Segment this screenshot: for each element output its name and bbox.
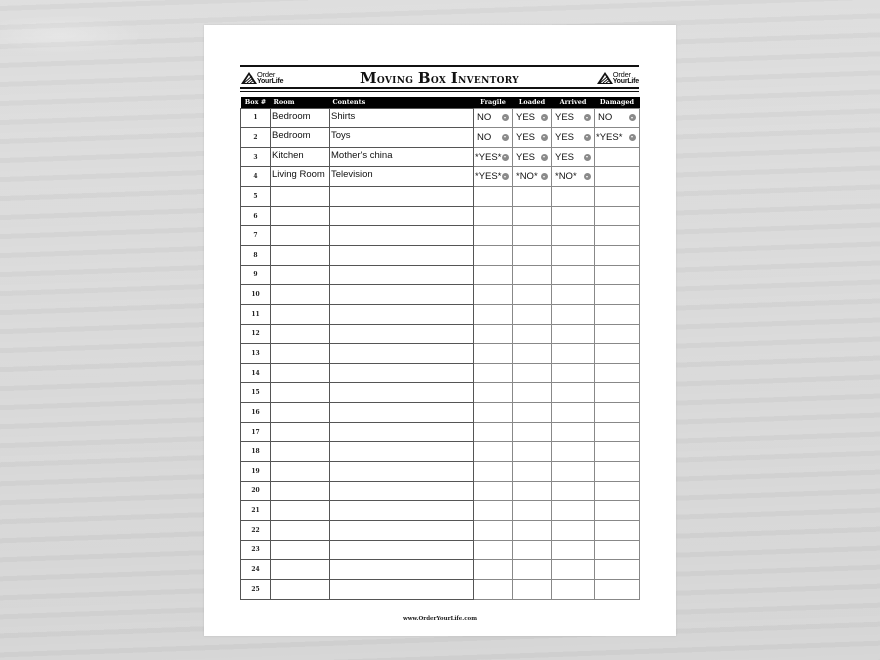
arrived-select-empty[interactable] [552,304,595,324]
contents-field[interactable] [330,324,474,344]
loaded-cell [513,108,552,128]
damaged-select-empty[interactable] [595,442,640,462]
logo-line-1: Order [612,70,631,79]
box-number: 13 [241,344,271,364]
arrived-select[interactable] [552,167,594,186]
room-field[interactable] [271,324,330,344]
loaded-select-empty[interactable] [513,206,552,226]
loaded-select-empty[interactable] [513,383,552,403]
damaged-cell [595,108,640,128]
box-number: 20 [241,481,271,501]
room-field[interactable] [271,579,330,599]
contents-field[interactable] [330,187,474,207]
damaged-cell [595,128,640,148]
table-row [241,128,640,148]
fragile-value: NO [477,112,492,124]
chevron-down-icon[interactable] [502,114,509,121]
damaged-select-empty[interactable] [595,481,640,501]
fragile-select-empty[interactable] [474,560,513,580]
inventory-sheet-page [204,25,676,636]
fragile-select-empty[interactable] [474,324,513,344]
loaded-select-empty[interactable] [513,403,552,423]
box-number: 7 [241,226,271,246]
damaged-select-empty[interactable] [595,265,640,285]
loaded-select-empty[interactable] [513,462,552,482]
fragile-select-empty[interactable] [474,481,513,501]
box-number: 15 [241,383,271,403]
fragile-select-empty[interactable] [474,344,513,364]
room-field[interactable] [271,520,330,540]
damaged-select-empty[interactable] [595,187,640,207]
loaded-value: YES [516,131,536,143]
box-number: 17 [241,422,271,442]
fragile-select-empty[interactable] [474,422,513,442]
order-your-life-logo-right [597,69,639,87]
box-number: 1 [241,108,271,128]
column-header-fragile: Fragile [474,97,513,108]
fragile-select-empty[interactable] [474,403,513,423]
table-row [241,147,640,167]
fragile-select-empty[interactable] [474,520,513,540]
contents-field[interactable] [330,540,474,560]
loaded-select-empty[interactable] [513,245,552,265]
box-number: 9 [241,265,271,285]
damaged-select-empty[interactable] [595,147,640,167]
fragile-select-empty[interactable] [474,245,513,265]
chevron-down-icon[interactable] [584,154,591,161]
contents-field[interactable] [330,304,474,324]
table-row [241,520,640,540]
contents-field[interactable] [330,442,474,462]
box-number: 16 [241,403,271,423]
table-row [241,245,640,265]
column-header-loaded: Loaded [513,97,552,108]
contents-field[interactable]: Toys [330,128,474,148]
table-row [241,265,640,285]
arrived-cell [552,108,595,128]
chevron-down-icon[interactable] [502,154,509,161]
table-row [241,403,640,423]
table-row [241,560,640,580]
arrived-select-empty[interactable] [552,383,595,403]
box-number: 6 [241,206,271,226]
box-number: 22 [241,520,271,540]
room-field[interactable]: Living Room [271,167,330,187]
contents-field[interactable] [330,245,474,265]
chevron-down-icon[interactable] [629,114,636,121]
room-field[interactable] [271,403,330,423]
chevron-down-icon[interactable] [502,134,509,141]
fragile-select[interactable] [474,109,512,128]
damaged-select-empty[interactable] [595,403,640,423]
damaged-select-empty[interactable] [595,560,640,580]
arrived-select-empty[interactable] [552,422,595,442]
fragile-cell [474,108,513,128]
box-number: 3 [241,147,271,167]
fragile-cell [474,128,513,148]
room-field[interactable]: Kitchen [271,147,330,167]
room-field[interactable]: Bedroom [271,128,330,148]
box-number: 18 [241,442,271,462]
arrived-select-empty[interactable] [552,226,595,246]
room-field[interactable] [271,304,330,324]
table-row [241,481,640,501]
table-row [241,363,640,383]
table-row [241,540,640,560]
room-field[interactable] [271,206,330,226]
damaged-select-empty[interactable] [595,285,640,305]
damaged-select-empty[interactable] [595,363,640,383]
contents-field[interactable] [330,403,474,423]
contents-field[interactable] [330,344,474,364]
box-number: 10 [241,285,271,305]
box-number: 19 [241,462,271,482]
loaded-cell [513,147,552,167]
arrived-select-empty[interactable] [552,344,595,364]
chevron-down-icon[interactable] [541,114,548,121]
arrived-select-empty[interactable] [552,324,595,344]
room-field[interactable] [271,560,330,580]
damaged-select[interactable] [595,109,639,128]
chevron-down-icon[interactable] [584,134,591,141]
fragile-select-empty[interactable] [474,265,513,285]
room-field[interactable] [271,187,330,207]
table-row [241,304,640,324]
contents-field[interactable]: Shirts [330,108,474,128]
column-header-arrived: Arrived [552,97,595,108]
chevron-down-icon[interactable] [629,134,636,141]
damaged-select-empty[interactable] [595,304,640,324]
column-header-room: Room [271,97,330,108]
chevron-down-icon[interactable] [584,114,591,121]
damaged-select[interactable] [595,128,639,147]
fragile-select-empty[interactable] [474,501,513,521]
room-field[interactable] [271,383,330,403]
table-row [241,324,640,344]
arrived-select-empty[interactable] [552,187,595,207]
table-row [241,462,640,482]
fragile-select-empty[interactable] [474,363,513,383]
arrived-select-empty[interactable] [552,520,595,540]
table-row [241,422,640,442]
room-field[interactable] [271,422,330,442]
damaged-select-empty[interactable] [595,501,640,521]
room-field[interactable] [271,226,330,246]
arrived-select-empty[interactable] [552,579,595,599]
fragile-select[interactable] [474,167,512,186]
contents-field[interactable] [330,422,474,442]
room-field[interactable] [271,442,330,462]
arrived-value: YES [555,112,575,124]
arrived-value: *NO* [555,171,577,183]
fragile-value: *YES* [475,171,502,183]
chevron-down-icon[interactable] [541,173,548,180]
box-number: 8 [241,245,271,265]
box-number: 11 [241,304,271,324]
box-number: 25 [241,579,271,599]
fragile-select-empty[interactable] [474,187,513,207]
logo-line-2: YourLife [612,78,639,85]
loaded-value: YES [516,151,536,163]
room-field[interactable] [271,245,330,265]
fragile-select-empty[interactable] [474,383,513,403]
room-field[interactable] [271,344,330,364]
loaded-select-empty[interactable] [513,481,552,501]
loaded-select-empty[interactable] [513,442,552,462]
box-number: 23 [241,540,271,560]
box-number: 2 [241,128,271,148]
box-number: 14 [241,363,271,383]
chevron-down-icon[interactable] [541,154,548,161]
arrived-select-empty[interactable] [552,245,595,265]
arrived-select-empty[interactable] [552,206,595,226]
loaded-cell [513,128,552,148]
chevron-down-icon[interactable] [502,173,509,180]
arrived-select-empty[interactable] [552,363,595,383]
arrived-select[interactable] [552,148,594,167]
damaged-select-empty[interactable] [595,324,640,344]
contents-field[interactable] [330,462,474,482]
loaded-value: YES [516,112,536,124]
damaged-select-empty[interactable] [595,167,640,187]
column-header-contents: Contents [330,97,474,108]
footer-url: www.OrderYourLife.com [402,616,478,622]
column-header-box: Box # [241,97,271,108]
arrived-select-empty[interactable] [552,501,595,521]
loaded-select-empty[interactable] [513,540,552,560]
arrived-select-empty[interactable] [552,560,595,580]
contents-field[interactable] [330,383,474,403]
table-row [241,226,640,246]
contents-field[interactable] [330,265,474,285]
loaded-select-empty[interactable] [513,422,552,442]
title-bar [240,65,639,89]
loaded-select-empty[interactable] [513,501,552,521]
contents-field[interactable] [330,501,474,521]
table-row [241,206,640,226]
damaged-select-empty[interactable] [595,245,640,265]
loaded-select[interactable] [513,148,551,167]
damaged-value: NO [598,112,613,124]
fragile-select[interactable] [474,148,512,167]
loaded-select-empty[interactable] [513,285,552,305]
table-row [241,108,640,128]
arrived-select[interactable] [552,109,594,128]
box-number: 12 [241,324,271,344]
damaged-select-empty[interactable] [595,422,640,442]
arrived-select-empty[interactable] [552,481,595,501]
arrived-cell [552,167,595,187]
arrived-select-empty[interactable] [552,285,595,305]
logo-line-1: Order [257,70,276,79]
arrived-cell [552,147,595,167]
loaded-value: *NO* [516,171,538,183]
arrived-cell [552,128,595,148]
arrived-value: YES [555,131,575,143]
loaded-select[interactable] [513,167,551,186]
damaged-select-empty[interactable] [595,226,640,246]
inventory-table [240,97,640,600]
loaded-select[interactable] [513,109,551,128]
loaded-select-empty[interactable] [513,520,552,540]
room-field[interactable] [271,265,330,285]
box-number: 24 [241,560,271,580]
loaded-cell [513,167,552,187]
damaged-select-empty[interactable] [595,579,640,599]
fragile-value: *YES* [475,151,502,163]
loaded-select[interactable] [513,128,551,147]
contents-field[interactable] [330,206,474,226]
contents-field[interactable] [330,579,474,599]
contents-field[interactable] [330,481,474,501]
fragile-cell [474,147,513,167]
box-number: 21 [241,501,271,521]
contents-field[interactable] [330,226,474,246]
table-header-row [241,97,640,108]
fragile-select-empty[interactable] [474,442,513,462]
arrived-value: YES [555,151,575,163]
arrived-select-empty[interactable] [552,265,595,285]
contents-field[interactable] [330,520,474,540]
contents-field[interactable] [330,363,474,383]
table-row [241,579,640,599]
arrived-select-empty[interactable] [552,403,595,423]
box-number: 4 [241,167,271,187]
fragile-select-empty[interactable] [474,540,513,560]
page-title: Moving Box Inventory [360,69,519,87]
arrived-select-empty[interactable] [552,540,595,560]
table-row [241,187,640,207]
loaded-select-empty[interactable] [513,344,552,364]
fragile-cell [474,167,513,187]
room-field[interactable] [271,363,330,383]
room-field[interactable] [271,285,330,305]
loaded-select-empty[interactable] [513,226,552,246]
fragile-select-empty[interactable] [474,226,513,246]
column-header-damaged: Damaged [595,97,640,108]
fragile-select-empty[interactable] [474,304,513,324]
chevron-down-icon[interactable] [541,134,548,141]
chevron-down-icon[interactable] [584,173,591,180]
loaded-select-empty[interactable] [513,187,552,207]
room-field[interactable] [271,462,330,482]
table-row [241,442,640,462]
table-row [241,344,640,364]
contents-field[interactable] [330,285,474,305]
loaded-select-empty[interactable] [513,304,552,324]
loaded-select-empty[interactable] [513,324,552,344]
damaged-select-empty[interactable] [595,462,640,482]
table-row [241,501,640,521]
loaded-select-empty[interactable] [513,363,552,383]
room-field[interactable] [271,481,330,501]
table-row [241,285,640,305]
loaded-select-empty[interactable] [513,560,552,580]
arrived-select-empty[interactable] [552,442,595,462]
table-row [241,167,640,187]
damaged-select-empty[interactable] [595,540,640,560]
logo-line-2: YourLife [257,78,284,85]
fragile-value: NO [477,131,492,143]
damaged-select-empty[interactable] [595,344,640,364]
triangle-logo-icon [597,72,613,84]
room-field[interactable]: Bedroom [271,108,330,128]
loaded-select-empty[interactable] [513,579,552,599]
damaged-value: *YES* [596,131,623,143]
room-field[interactable] [271,501,330,521]
arrived-select-empty[interactable] [552,462,595,482]
damaged-select-empty[interactable] [595,383,640,403]
room-field[interactable] [271,540,330,560]
contents-field[interactable]: Mother's china [330,147,474,167]
fragile-select[interactable] [474,128,512,147]
fragile-select-empty[interactable] [474,579,513,599]
contents-field[interactable] [330,560,474,580]
fragile-select-empty[interactable] [474,462,513,482]
arrived-select[interactable] [552,128,594,147]
damaged-select-empty[interactable] [595,520,640,540]
damaged-select-empty[interactable] [595,206,640,226]
fragile-select-empty[interactable] [474,285,513,305]
table-row [241,383,640,403]
box-number: 5 [241,187,271,207]
loaded-select-empty[interactable] [513,265,552,285]
fragile-select-empty[interactable] [474,206,513,226]
contents-field[interactable]: Television [330,167,474,187]
